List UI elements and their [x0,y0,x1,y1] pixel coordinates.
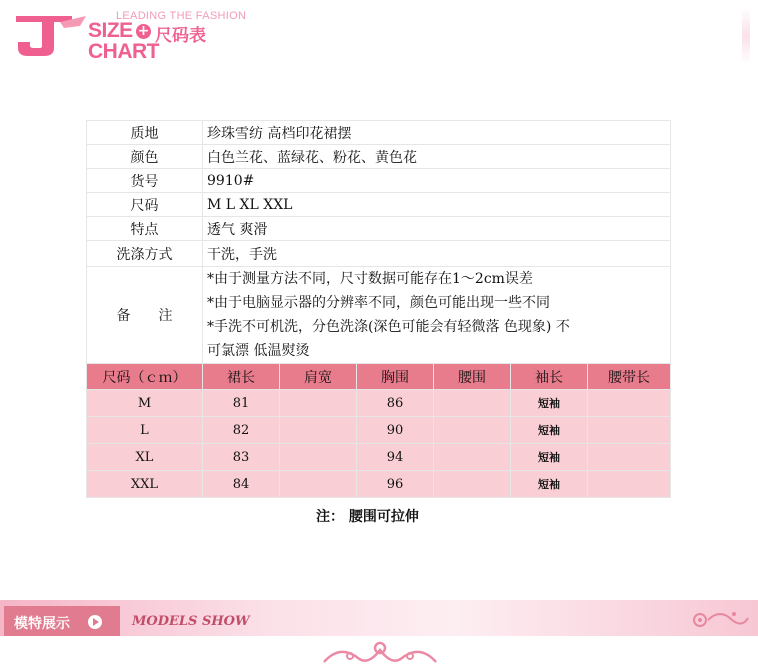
col-header-belt: 腰带长 [588,364,671,390]
col-header-waist: 腰围 [434,364,511,390]
swirl-ornament-icon [320,638,440,668]
sleeve-cell: 短袖 [511,390,588,417]
sleeve-cell: 短袖 [511,471,588,498]
play-arrow-icon [88,615,102,629]
size-cell: XXL [87,471,203,498]
belt-cell [588,417,671,444]
washing-label: 洗涤方式 [87,241,203,267]
shoulder-cell [280,417,357,444]
floral-ornament-icon [688,606,752,634]
info-row-sizes [87,193,671,217]
size-cell: M [87,390,203,417]
sleeve-cell: 短袖 [511,444,588,471]
item-number-value: 9910# [203,169,671,193]
models-show-en-label: MODELS SHOW [132,614,250,629]
sizes-value: M L XL XXL [203,193,671,217]
sizes-label: 尺码 [87,193,203,217]
features-value: 透气 爽滑 [203,217,671,241]
note-line: *手洗不可机洗，分色洗涤(深色可能会有轻微落 色现象) 不 [207,319,570,335]
table-row [87,417,671,444]
color-value: 白色兰花、蓝绿花、粉花、黄色花 [203,145,671,169]
shoulder-cell [280,471,357,498]
col-header-length: 裙长 [203,364,280,390]
col-header-sleeve: 袖长 [511,364,588,390]
size-word: SIZE [88,19,133,42]
info-row-item-number [87,169,671,193]
table-row [87,390,671,417]
info-row-features [87,217,671,241]
info-row-washing [87,241,671,267]
header-decoration [742,8,750,64]
plus-icon: + [137,23,150,39]
features-label: 特点 [87,217,203,241]
table-row [87,444,671,471]
length-cell: 84 [203,471,280,498]
size-chart-title: 尺码表 [155,26,206,46]
washing-value: 干洗，手洗 [203,241,671,267]
waist-cell [434,444,511,471]
material-label: 质地 [87,121,203,145]
note-line: *由于测量方法不同，尺寸数据可能存在1～2cm误差 [207,271,533,287]
models-show-cn-label: 模特展示 [14,616,70,632]
length-cell: 82 [203,417,280,444]
notes-text [203,267,671,364]
dress-logo-icon [14,12,88,58]
table-row [87,471,671,498]
shoulder-cell [280,444,357,471]
size-cell: XL [87,444,203,471]
col-header-bust: 胸围 [357,364,434,390]
notes-label: 备 注 [87,267,203,364]
length-cell: 81 [203,390,280,417]
color-label: 颜色 [87,145,203,169]
bust-cell: 96 [357,471,434,498]
size-chart-header [0,0,758,70]
info-row-material [87,121,671,145]
belt-cell [588,471,671,498]
waist-cell [434,390,511,417]
info-row-color [87,145,671,169]
bust-cell: 86 [357,390,434,417]
waist-cell [434,471,511,498]
shoulder-cell [280,390,357,417]
waist-cell [434,417,511,444]
size-cell: L [87,417,203,444]
notes-row [87,267,671,364]
bust-cell: 94 [357,444,434,471]
belt-cell [588,444,671,471]
belt-cell [588,390,671,417]
chart-word: CHART [88,40,159,63]
sleeve-cell: 短袖 [511,417,588,444]
item-number-label: 货号 [87,169,203,193]
product-size-table [86,120,671,498]
waist-stretch-note: 注： 腰围可拉伸 [316,509,419,525]
bust-cell: 90 [357,417,434,444]
col-header-shoulder: 肩宽 [280,364,357,390]
material-value: 珍珠雪纺 高档印花裙摆 [203,121,671,145]
col-header-size: 尺码（ｃｍ） [87,364,203,390]
tagline: LEADING THE FASHION [116,10,247,22]
note-line: *由于电脑显示器的分辨率不同，颜色可能出现一些不同 [207,295,550,311]
length-cell: 83 [203,444,280,471]
note-line: 可氯漂 低温熨烫 [207,343,310,359]
size-header-row [87,364,671,390]
